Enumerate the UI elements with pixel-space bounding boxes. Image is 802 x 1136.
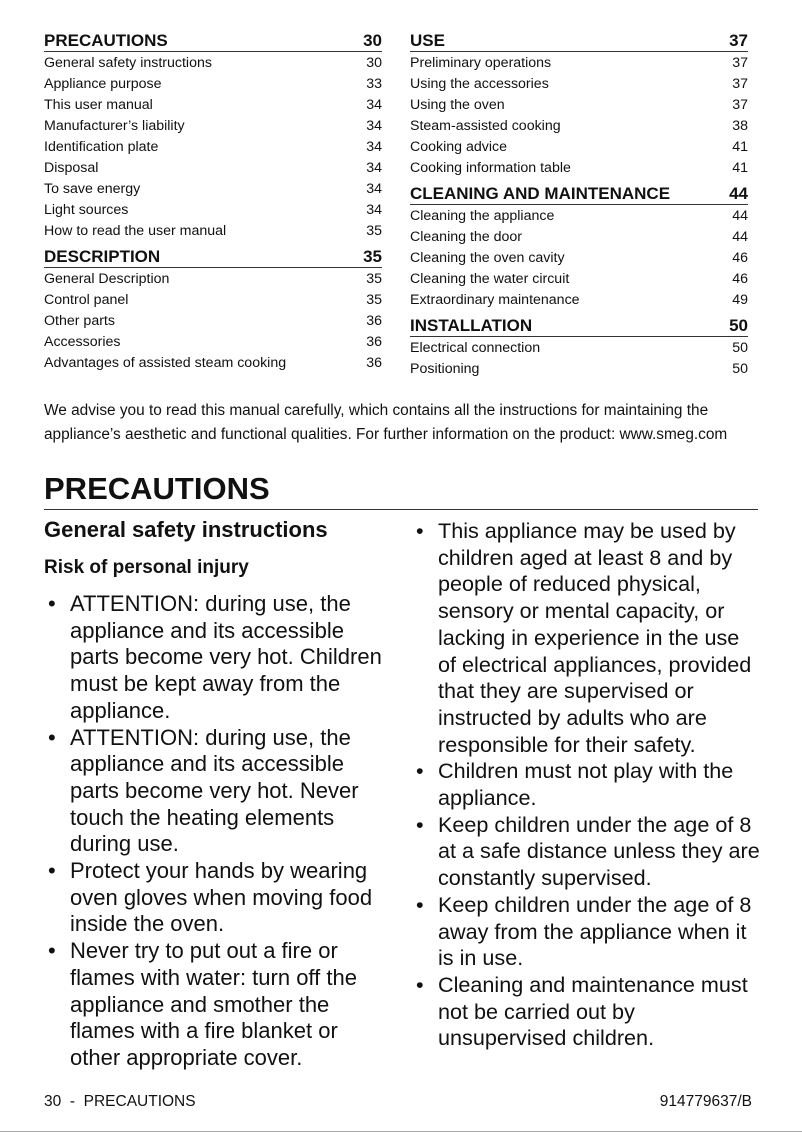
toc-entry[interactable]	[44, 137, 382, 158]
toc-entry-label: General safety instructions	[44, 55, 212, 71]
left-bullet-list	[44, 591, 389, 1072]
toc-entry-label: This user manual	[44, 97, 153, 113]
bullet-item: • Never try to put out a fire or flames with water: turn off the appliance and smother the flames with a fire blanket or other appropriate cover.	[44, 938, 389, 1072]
toc-section-heading[interactable]	[410, 181, 748, 205]
bullet-item: • Keep children under the age of 8 at a safe distance unless they are constantly supervised.	[412, 812, 760, 892]
toc-entry-page: 34	[366, 118, 382, 134]
toc-entry-label: Cooking information table	[410, 160, 571, 176]
left-text-column	[44, 515, 389, 1072]
toc-entry-page: 33	[366, 76, 382, 92]
toc-heading-label: PRECAUTIONS	[44, 31, 168, 50]
toc-entry[interactable]	[410, 269, 748, 290]
toc-entry-label: Manufacturer’s liability	[44, 118, 185, 134]
toc-entry-page: 36	[366, 334, 382, 350]
bullet-item: • This appliance may be used by children aged at least 8 and by people of reduced physical, sensory or mental capacity, or lacking in experience in the use of electrical appliances, provided that they are supervised or instructed by adults who are responsible for their safety.	[412, 518, 760, 758]
toc-heading-label: USE	[410, 31, 445, 50]
toc-entry-page: 35	[366, 271, 382, 287]
toc-entry-label: Accessories	[44, 334, 121, 350]
intro-paragraph: We advise you to read this manual carefully, which contains all the instructions for maintaining the appliance’s aesthetic and functional qualities. For further information on the product: www.smeg.com	[44, 402, 728, 443]
toc-entry-page: 38	[732, 118, 748, 134]
toc-entry-label: Positioning	[410, 361, 480, 377]
toc-entry[interactable]	[410, 290, 748, 311]
toc-entry-label: Cleaning the oven cavity	[410, 250, 565, 266]
toc-entry-page: 35	[366, 223, 382, 239]
toc-entry[interactable]	[410, 95, 748, 116]
bullet-item: • Cleaning and maintenance must not be carried out by unsupervised children.	[412, 972, 760, 1052]
toc-section	[44, 244, 382, 374]
toc-entry-label: Control panel	[44, 292, 129, 308]
right-bullet-list	[412, 518, 760, 1052]
footer-doc-code: 914779637/B	[659, 1093, 752, 1110]
toc-entry-label: Cleaning the door	[410, 229, 523, 245]
bullet-item: • ATTENTION: during use, the appliance and its accessible parts become very hot. Children must be kept away from the appliance.	[44, 591, 389, 725]
toc-entry[interactable]	[44, 158, 382, 179]
toc-section	[410, 28, 748, 179]
toc-entry[interactable]	[410, 248, 748, 269]
toc-entry-label: Cooking advice	[410, 139, 508, 155]
toc-entry-page: 46	[732, 250, 748, 266]
page-title: PRECAUTIONS	[44, 470, 758, 510]
toc-entry-page: 37	[732, 55, 748, 71]
toc-entry[interactable]	[44, 269, 382, 290]
toc-entry-label: General Description	[44, 271, 170, 287]
toc-entry-page: 37	[732, 76, 748, 92]
toc-heading-label: DESCRIPTION	[44, 247, 161, 266]
bullet-item: • Children must not play with the appliance.	[412, 758, 760, 811]
toc-entry-label: Using the accessories	[410, 76, 549, 92]
toc-entry-page: 50	[732, 361, 748, 377]
toc-entry[interactable]	[410, 338, 748, 359]
toc-entry[interactable]	[44, 221, 382, 242]
toc-entry-page: 44	[732, 229, 748, 245]
toc-entry[interactable]	[410, 158, 748, 179]
toc-entry[interactable]	[410, 137, 748, 158]
subsection-title: Risk of personal injury	[44, 557, 249, 578]
toc-section-heading[interactable]	[44, 244, 382, 268]
toc-entry-page: 41	[732, 139, 748, 155]
toc-entry-label: Cleaning the appliance	[410, 208, 555, 224]
toc-entry-page: 34	[366, 139, 382, 155]
toc-right-column	[410, 28, 748, 380]
toc-entry-page: 36	[366, 355, 382, 371]
toc-entry-page: 37	[732, 97, 748, 113]
toc-entry-label: Preliminary operations	[410, 55, 552, 71]
toc-entry[interactable]	[410, 227, 748, 248]
section-title: General safety instructions	[44, 517, 328, 542]
page-footer	[44, 1091, 752, 1113]
toc-entry-label: Identification plate	[44, 139, 159, 155]
toc-heading-page: 37	[729, 31, 748, 50]
toc-entry-label: Appliance purpose	[44, 76, 162, 92]
toc-section-heading[interactable]	[44, 28, 382, 52]
toc-entry[interactable]	[44, 53, 382, 74]
toc-entry[interactable]	[410, 74, 748, 95]
toc-entry-label: Disposal	[44, 160, 99, 176]
toc-entry-label: Cleaning the water circuit	[410, 271, 570, 287]
toc-entry[interactable]	[44, 95, 382, 116]
toc-entry[interactable]	[44, 200, 382, 221]
toc-entry[interactable]	[44, 116, 382, 137]
toc-entry-label: How to read the user manual	[44, 223, 227, 239]
bullet-item: • Protect your hands by wearing oven gloves when moving food inside the oven.	[44, 858, 389, 938]
toc-entry-page: 49	[732, 292, 748, 308]
toc-entry[interactable]	[44, 179, 382, 200]
bottom-divider	[0, 1131, 802, 1132]
toc-entry-page: 50	[732, 340, 748, 356]
toc-entry[interactable]	[44, 332, 382, 353]
toc-section-heading[interactable]	[410, 313, 748, 337]
toc-entry[interactable]	[410, 359, 748, 380]
toc-section	[44, 28, 382, 242]
toc-entry-page: 36	[366, 313, 382, 329]
toc-entry[interactable]	[44, 74, 382, 95]
bullet-item: • Keep children under the age of 8 away from the appliance when it is in use.	[412, 892, 760, 972]
footer-page-label: 30 - PRECAUTIONS	[44, 1093, 196, 1110]
toc-entry-page: 46	[732, 271, 748, 287]
toc-entry-page: 34	[366, 160, 382, 176]
toc-section-heading[interactable]	[410, 28, 748, 52]
toc-entry-page: 41	[732, 160, 748, 176]
toc-left-column	[44, 28, 382, 374]
toc-heading-page: 30	[363, 31, 382, 50]
toc-section	[410, 181, 748, 311]
toc-entry-label: Steam-assisted cooking	[410, 118, 561, 134]
toc-entry-label: Extraordinary maintenance	[410, 292, 580, 308]
toc-entry[interactable]	[44, 353, 382, 374]
toc-entry-label: Other parts	[44, 313, 115, 329]
toc-entry-page: 35	[366, 292, 382, 308]
toc-heading-label: CLEANING AND MAINTENANCE	[410, 184, 671, 203]
toc-entry-label: Using the oven	[410, 97, 505, 113]
toc-entry-page: 34	[366, 181, 382, 197]
toc-entry-label: Light sources	[44, 202, 129, 218]
toc-entry[interactable]	[410, 116, 748, 137]
toc-section	[410, 313, 748, 380]
toc-entry-page: 34	[366, 202, 382, 218]
toc-entry-label: Electrical connection	[410, 340, 541, 356]
toc-entry[interactable]	[44, 290, 382, 311]
toc-heading-page: 50	[729, 316, 748, 335]
toc-heading-page: 44	[729, 184, 748, 203]
toc-entry-page: 30	[366, 55, 382, 71]
toc-entry-label: Advantages of assisted steam cooking	[44, 355, 287, 371]
bullet-item: • ATTENTION: during use, the appliance and its accessible parts become very hot. Never touch the heating elements during use.	[44, 725, 389, 859]
right-text-column	[412, 518, 760, 1052]
toc-heading-page: 35	[363, 247, 382, 266]
toc-entry[interactable]	[410, 53, 748, 74]
toc-entry-page: 34	[366, 97, 382, 113]
toc-entry[interactable]	[410, 206, 748, 227]
toc-heading-label: INSTALLATION	[410, 316, 533, 335]
toc-entry-label: To save energy	[44, 181, 141, 197]
toc-entry-page: 44	[732, 208, 748, 224]
toc-entry[interactable]	[44, 311, 382, 332]
